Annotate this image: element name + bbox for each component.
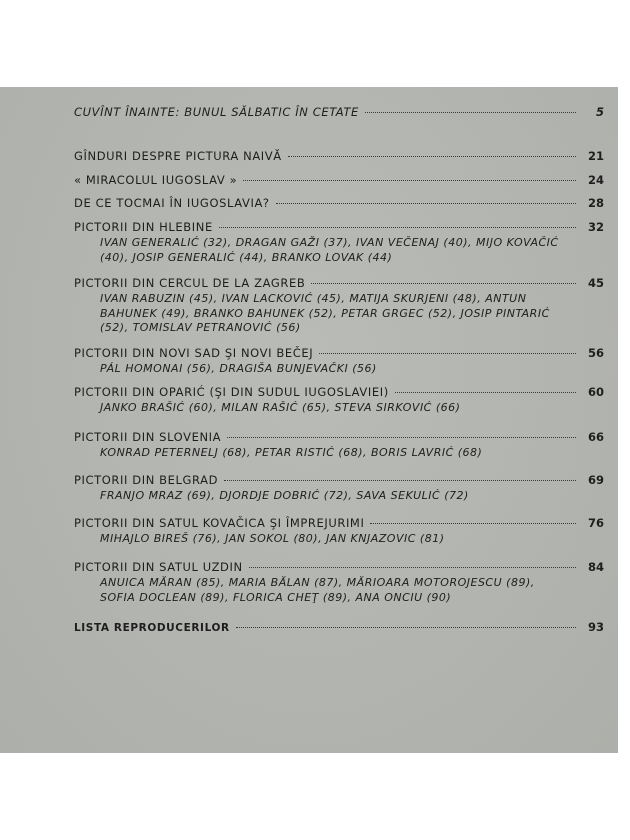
entry-title: DE CE TOCMAI ÎN IUGOSLAVIA?	[74, 196, 270, 210]
toc-entry-foreword[interactable]	[74, 105, 604, 120]
page-number: 21	[587, 149, 604, 163]
toc-entry-hlebine[interactable]	[74, 220, 604, 265]
leader-dots	[224, 480, 576, 481]
toc-entry-slovenia[interactable]	[74, 430, 604, 461]
entry-title: LISTA REPRODUCERILOR	[74, 622, 230, 634]
leader-dots	[370, 523, 576, 524]
leader-dots	[243, 180, 576, 181]
painter-list: JANKO BRAŠIĆ (60), MILAN RAŠIĆ (65), STEVA SIRKOVIĆ (66)	[100, 401, 461, 414]
toc-entry-kovacica[interactable]	[74, 516, 604, 547]
page-number: 32	[587, 220, 604, 234]
entry-title: « MIRACOLUL IUGOSLAV »	[74, 173, 238, 187]
painter-list: IVAN RABUZIN (45), IVAN LACKOVIĆ (45), MATIJA SKURJENI (48), ANTUN BAHUNEK (49), BRANKO BAHUNEK (52), PETAR GRGEC (52), JOSIP PINTARIĆ (52), TOMISLAV PETRANOVIĆ (56)	[100, 292, 550, 334]
page-number: 84	[587, 560, 604, 574]
page-number: 66	[587, 430, 604, 444]
toc-entry-zagreb[interactable]	[74, 276, 604, 336]
page-number: 24	[587, 173, 604, 187]
leader-dots	[365, 112, 576, 113]
page-number: 76	[587, 516, 604, 530]
page-number: 60	[587, 385, 604, 399]
leader-dots	[276, 203, 576, 204]
painter-list: ANUICA MĂRAN (85), MARIA BĂLAN (87), MĂRIOARA MOTOROJESCU (89), SOFIA DOCLEAN (89), FLORICA CHEŢ (89), ANA ONCIU (90)	[100, 576, 535, 604]
entry-title: PICTORII DIN CERCUL DE LA ZAGREB	[74, 276, 306, 290]
toc-entry-reproductions[interactable]	[74, 620, 604, 636]
leader-dots	[219, 227, 576, 228]
painter-list: IVAN GENERALIĆ (32), DRAGAN GAŽI (37), IVAN VEČENAJ (40), MIJO KOVAČIĆ (40), JOSIP GENERALIĆ (44), BRANKO LOVAK (44)	[100, 236, 559, 264]
painter-list: MIHAJLO BIREŠ (76), JAN SOKOL (80), JAN KNJAZOVIC (81)	[100, 532, 445, 545]
book-page	[0, 87, 618, 753]
toc-entry-uzdin[interactable]	[74, 560, 604, 605]
leader-dots	[311, 283, 576, 284]
toc-entry-oparic[interactable]	[74, 385, 604, 416]
painter-list: PÁL HOMONAI (56), DRAGIŠA BUNJEVAČKI (56)	[100, 362, 377, 375]
entry-title: PICTORII DIN HLEBINE	[74, 220, 213, 234]
leader-dots	[249, 567, 576, 568]
entry-title: PICTORII DIN BELGRAD	[74, 473, 219, 487]
leader-dots	[288, 156, 576, 157]
leader-dots	[319, 353, 576, 354]
toc-entry-why-yugoslavia[interactable]	[74, 196, 604, 211]
leader-dots	[227, 437, 576, 438]
page-number: 69	[587, 473, 604, 487]
painter-list: KONRAD PETERNELJ (68), PETAR RISTIĆ (68), BORIS LAVRIĆ (68)	[100, 446, 483, 459]
leader-dots	[236, 627, 576, 628]
entry-title: PICTORII DIN SATUL UZDIN	[74, 560, 243, 574]
toc-entry-belgrade[interactable]	[74, 473, 604, 504]
toc-entry-novi-sad[interactable]	[74, 346, 604, 377]
entry-title: CUVÎNT ÎNAINTE: BUNUL SĂLBATIC ÎN CETATE	[74, 105, 359, 119]
page-number: 93	[587, 620, 604, 634]
table-of-contents	[0, 87, 618, 753]
entry-title: PICTORII DIN SATUL KOVAČICA ŞI ÎMPREJURIMI	[74, 516, 365, 530]
toc-entry-naive-painting[interactable]	[74, 149, 604, 164]
page-number: 28	[587, 196, 604, 210]
entry-title: PICTORII DIN OPARIĆ (ŞI DIN SUDUL IUGOSLAVIEI)	[74, 385, 389, 399]
entry-title: PICTORII DIN SLOVENIA	[74, 430, 222, 444]
page-number: 56	[587, 346, 604, 360]
entry-title: GÎNDURI DESPRE PICTURA NAIVĂ	[74, 149, 282, 163]
entry-title: PICTORII DIN NOVI SAD ŞI NOVI BEČEJ	[74, 346, 314, 360]
leader-dots	[395, 392, 576, 393]
page-number: 45	[587, 276, 604, 290]
page-number: 5	[595, 105, 604, 119]
painter-list: FRANJO MRAZ (69), DJORDJE DOBRIĆ (72), SAVA SEKULIĆ (72)	[100, 489, 469, 502]
toc-entry-yugoslav-miracle[interactable]	[74, 173, 604, 188]
